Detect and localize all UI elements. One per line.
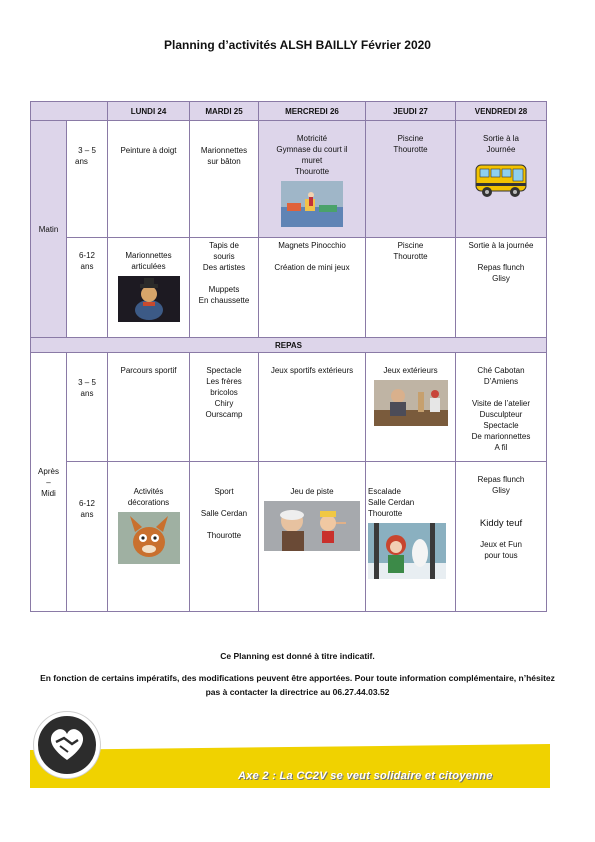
activity-text: D’Amiens — [483, 377, 519, 386]
activity-text: Marionnettes — [200, 146, 248, 155]
activity-text: De marionnettes — [471, 432, 531, 441]
activity-text: Jeu de piste — [290, 487, 334, 496]
period-apres-midi-label: Après — [38, 466, 59, 476]
activity-text: Jeux sportifs extérieurs — [270, 366, 354, 375]
activity-text: Salle Cerdan — [368, 498, 415, 507]
cell-aprem-6-12-mardi — [190, 462, 259, 612]
footer-slogan: Axe 2 : La CC2V se veut solidaire et citoyenne — [238, 770, 493, 782]
repas-label: REPAS — [31, 338, 547, 353]
day-header-vendredi: VENDREDI 28 — [456, 102, 547, 121]
cell-matin-6-12-jeudi — [366, 238, 456, 338]
activity-text: En chaussette — [198, 296, 250, 305]
sculptor-workshop-photo-icon — [374, 380, 448, 426]
activity-text: Ché Cabotan — [477, 366, 525, 375]
cell-aprem-3-5-vendredi — [456, 353, 547, 462]
activity-text: Journée — [486, 145, 516, 154]
day-header-mardi: MARDI 25 — [190, 102, 259, 121]
period-matin-label: Matin — [38, 224, 59, 234]
cell-matin-3-5-jeudi — [366, 121, 456, 238]
activity-text: Les frères — [206, 377, 242, 386]
age-label: ans — [80, 510, 94, 519]
activity-text: Repas flunch — [477, 263, 525, 272]
activity-text: Salle Cerdan — [200, 509, 248, 518]
activity-text: Sortie à la — [482, 134, 520, 143]
activity-text: Escalade — [368, 487, 401, 496]
age-label: ans — [75, 157, 88, 166]
activity-text: Jeux et Fun — [480, 540, 522, 549]
header-row — [31, 102, 547, 121]
cell-aprem-3-5-mercredi — [259, 353, 366, 462]
activity-text: Thourotte — [368, 509, 403, 518]
day-header-jeudi: JEUDI 27 — [366, 102, 456, 121]
activity-text: décorations — [127, 498, 170, 507]
activity-text: Création de mini jeux — [274, 263, 350, 272]
activity-text: Repas flunch — [477, 475, 525, 484]
red-riding-hood-icon — [368, 523, 446, 579]
day-header-mercredi: MERCREDI 26 — [259, 102, 366, 121]
period-apres-midi-label: – — [46, 477, 51, 487]
activity-text: Piscine — [397, 241, 424, 250]
activity-text: bricolos — [210, 388, 238, 397]
cell-matin-3-5-vendredi — [456, 121, 547, 238]
activity-text: Visite de l’atelier — [471, 399, 531, 408]
activity-text: Thourotte — [294, 167, 330, 176]
age-label: 6-12 — [78, 251, 95, 260]
activity-text: Chiry — [214, 399, 234, 408]
activity-text: Parcours sportif — [120, 366, 177, 375]
activity-text: Des artistes — [202, 263, 246, 272]
age-label: 3 – 5 — [78, 146, 96, 155]
activity-text: Gymnase du court il — [276, 145, 348, 154]
cartoon-fox-icon — [118, 512, 180, 564]
cell-aprem-6-12-vendredi — [456, 462, 547, 612]
age-6-12-aprem — [67, 462, 108, 612]
age-3-5 — [67, 121, 108, 238]
cell-aprem-6-12-jeudi — [366, 462, 456, 612]
activity-text: Dusculpteur — [479, 410, 523, 419]
activity-text: Thourotte — [206, 531, 242, 540]
activity-text: Magnets Pinocchio — [278, 241, 346, 250]
cell-matin-3-5-mercredi — [259, 121, 366, 238]
activity-text: souris — [213, 252, 235, 261]
cc2v-logo — [34, 712, 100, 778]
note-indicative: Ce Planning est donné à titre indicatif. — [220, 651, 375, 661]
period-matin — [31, 121, 67, 338]
note-contact: En fonction de certains impératifs, des modifications peuvent être apportées. Pour toute information complémentaire, n’hésitez pas à contacter la directrice au 06.27.44.03.52 — [40, 673, 555, 697]
activity-text: Muppets — [208, 285, 240, 294]
activity-text: Jeux extérieurs — [383, 366, 438, 375]
activity-text: Glisy — [492, 274, 510, 283]
activity-text: Activités — [133, 487, 164, 496]
cell-aprem-6-12-lundi — [108, 462, 190, 612]
activity-text: sur bâton — [207, 157, 241, 166]
handshake-heart-icon — [38, 716, 96, 774]
age-label: 6-12 — [78, 499, 95, 508]
age-6-12 — [67, 238, 108, 338]
gym-photo-icon — [281, 181, 343, 227]
activity-text: Motricité — [296, 134, 328, 143]
cell-aprem-3-5-jeudi — [366, 353, 456, 462]
age-3-5-aprem — [67, 353, 108, 462]
cell-aprem-3-5-lundi — [108, 353, 190, 462]
activity-text: Marionnettes — [125, 251, 172, 260]
period-apres-midi — [31, 353, 67, 612]
age-label: 3 – 5 — [78, 378, 96, 387]
cell-matin-6-12-mercredi — [259, 238, 366, 338]
period-apres-midi-label: Midi — [41, 488, 56, 498]
cell-aprem-3-5-mardi — [190, 353, 259, 462]
row-aprem-6-12 — [31, 462, 547, 612]
activity-planning-table — [30, 101, 547, 612]
jiminy-cricket-icon — [118, 276, 180, 322]
geppetto-pinocchio-icon — [264, 501, 360, 551]
row-matin-6-12 — [31, 238, 547, 338]
activity-text: pour tous — [484, 551, 518, 560]
row-aprem-3-5 — [31, 353, 547, 462]
cell-matin-6-12-vendredi — [456, 238, 547, 338]
activity-text: Piscine — [397, 134, 424, 143]
activity-text: Sport — [214, 487, 234, 496]
activity-text: Tapis de — [209, 241, 239, 250]
header-corner — [31, 102, 108, 121]
cell-matin-3-5-lundi — [108, 121, 190, 238]
day-header-lundi: LUNDI 24 — [108, 102, 190, 121]
cell-matin-6-12-lundi — [108, 238, 190, 338]
activity-text: Peinture à doigt — [120, 146, 177, 155]
row-matin-3-5 — [31, 121, 547, 238]
page-title: Planning d’activités ALSH BAILLY Février 2020 — [164, 38, 431, 52]
age-label: ans — [80, 262, 94, 271]
cell-matin-3-5-mardi — [190, 121, 259, 238]
activity-text: A fil — [494, 443, 508, 452]
activity-text: articulées — [131, 262, 166, 271]
cell-aprem-6-12-mercredi — [259, 462, 366, 612]
kiddy-teuf-label: Kiddy teuf — [479, 518, 523, 529]
notes-section — [40, 649, 555, 707]
cell-matin-6-12-mardi — [190, 238, 259, 338]
activity-text: Spectacle — [206, 366, 242, 375]
school-bus-icon — [474, 159, 528, 201]
activity-text: Sortie à la journée — [468, 241, 534, 250]
row-repas — [31, 338, 547, 353]
activity-text: Glisy — [492, 486, 510, 495]
activity-text: Thourotte — [393, 252, 428, 261]
activity-text: Spectacle — [483, 421, 519, 430]
activity-text: muret — [301, 156, 323, 165]
age-label: ans — [80, 389, 94, 398]
activity-text: Thourotte — [393, 145, 428, 154]
activity-text: Ourscamp — [205, 410, 243, 419]
